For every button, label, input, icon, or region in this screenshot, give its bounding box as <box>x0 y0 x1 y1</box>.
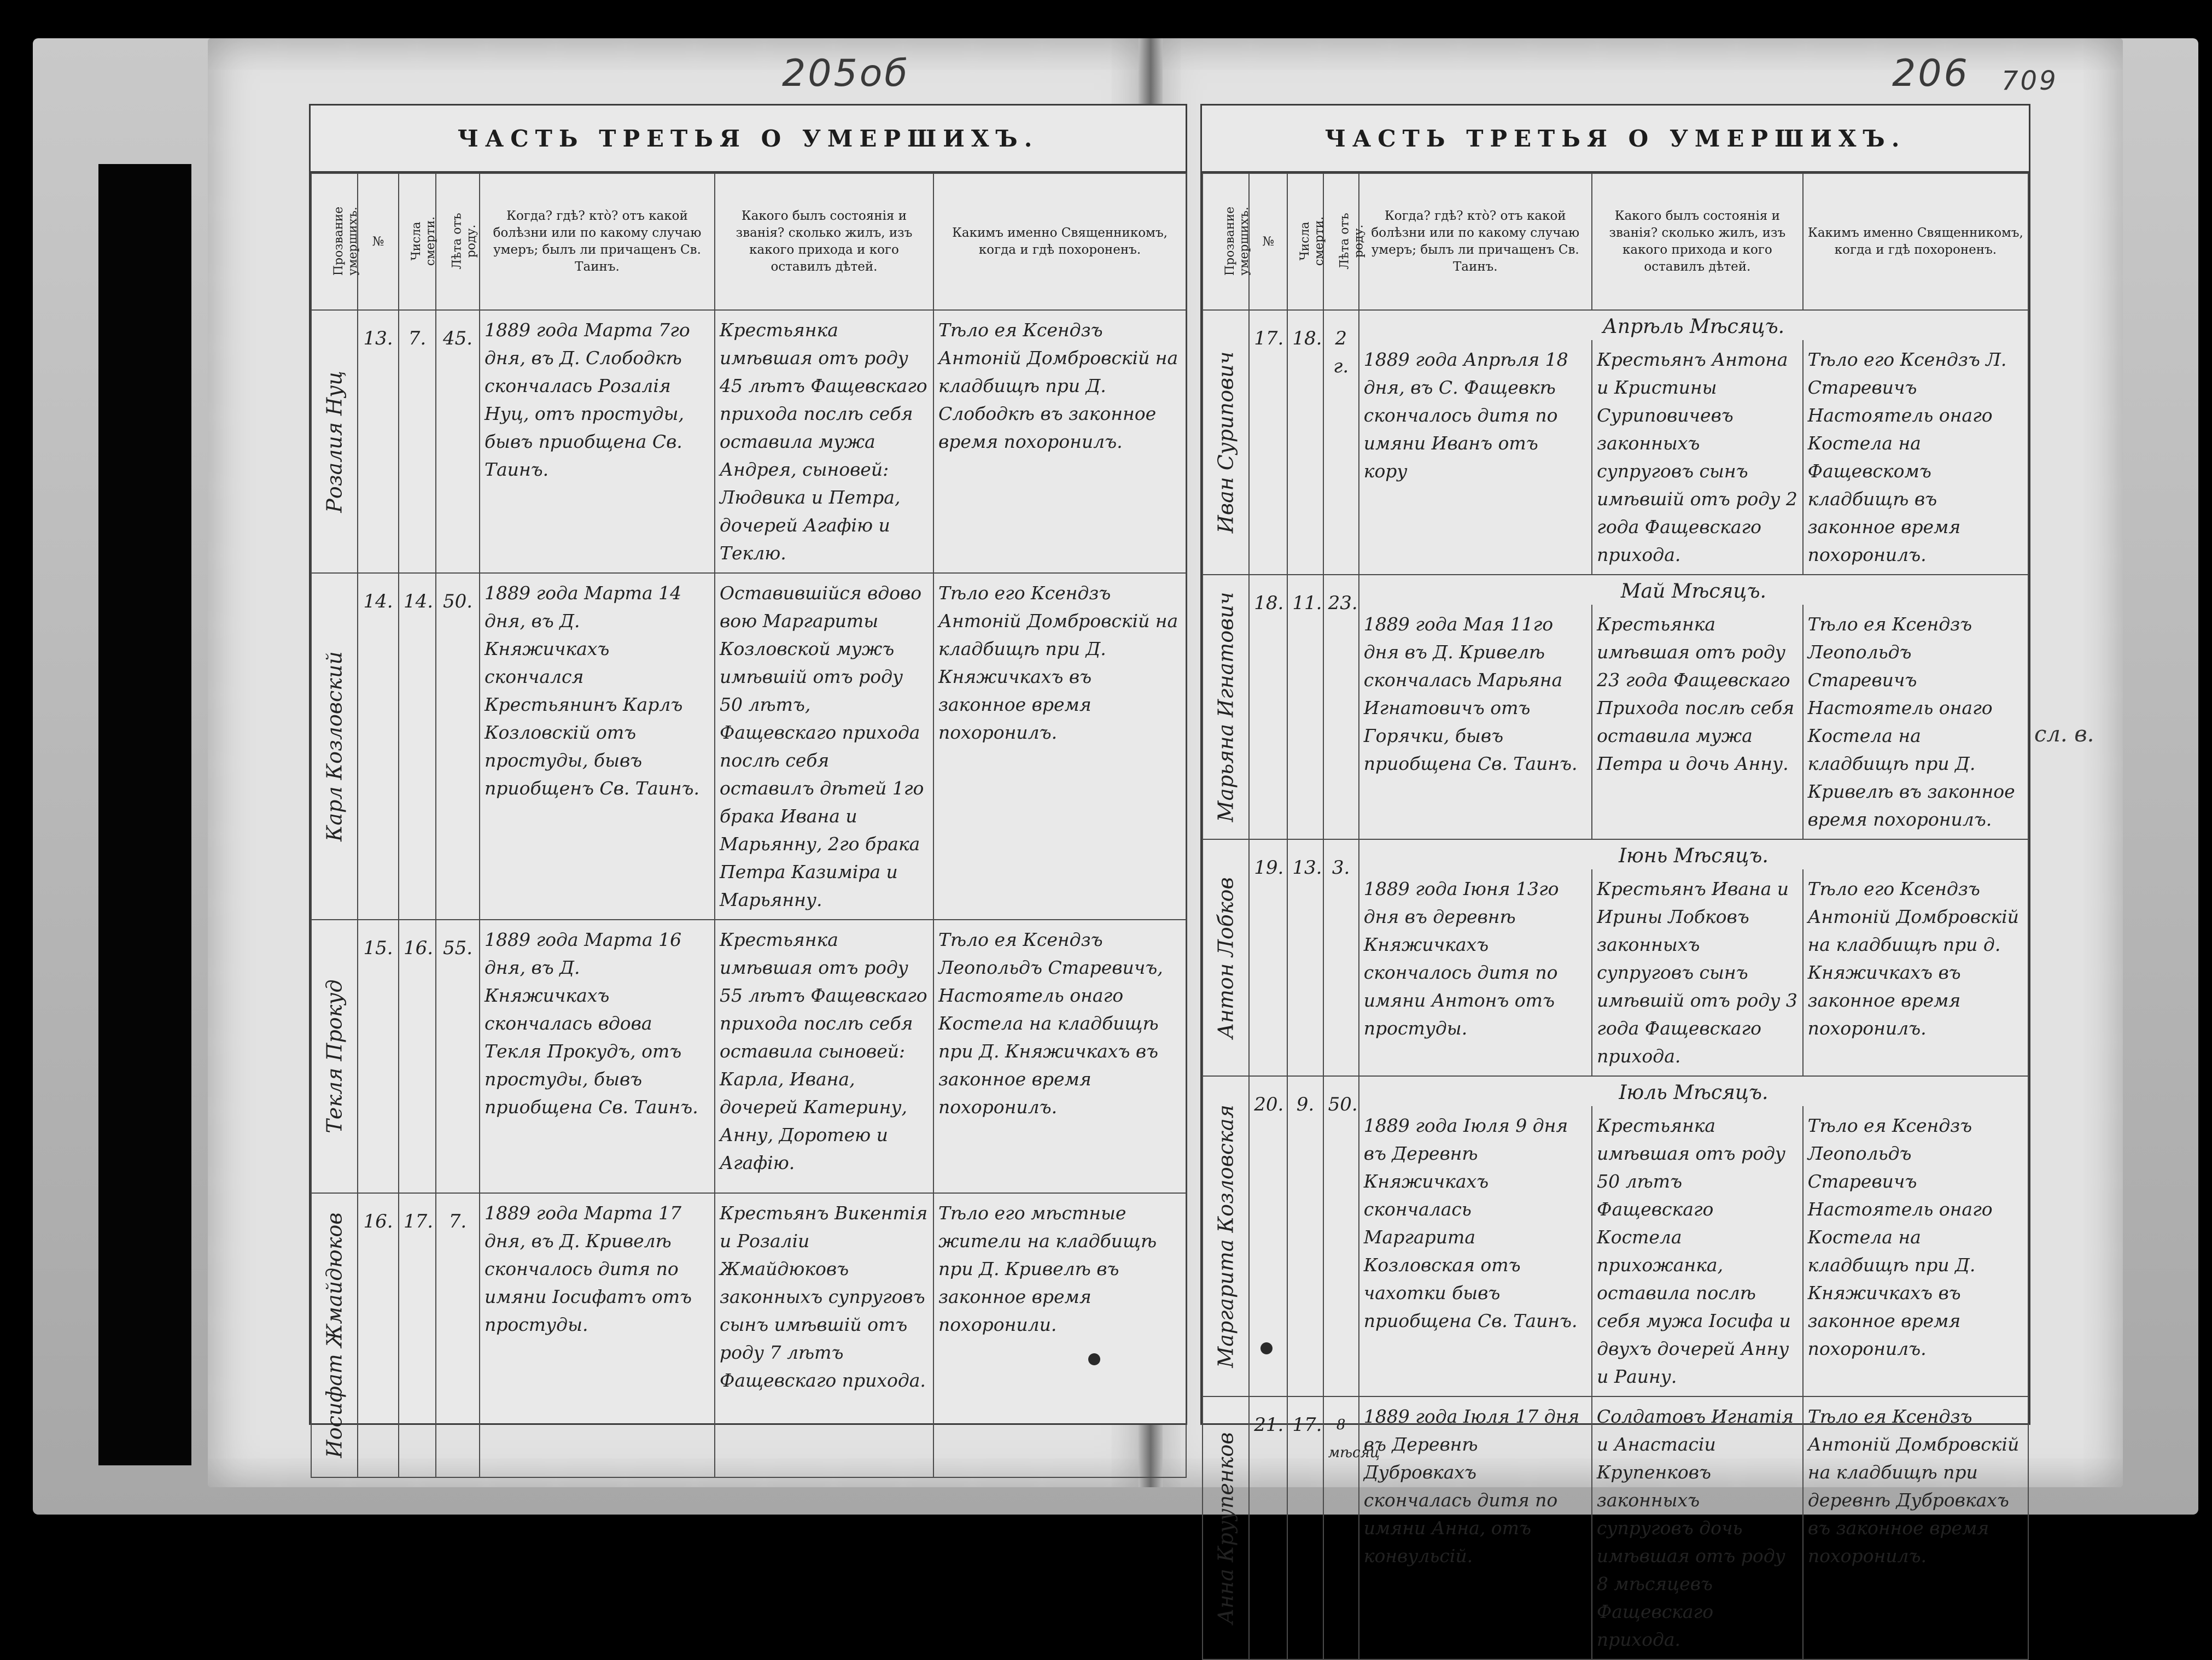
entry-details <box>1359 575 2028 839</box>
entry-priest: Тѣло его Ксендзъ Л. Старевичъ Настоятель онаго Костела на Фащевскомъ кладбищѣ въ законное время похоронилъ. <box>1807 349 2007 565</box>
entry-when: 1889 года Марта 17 дня, въ Д. Кривелѣ скончалось дитя по имяни Іосифатъ отъ простуды. <box>480 1193 715 1477</box>
entry-status: Крестьянка имѣвшая отъ роду 23 года Фащевскаго Прихода послѣ себя оставила мужа Петра и дочь Анну. <box>1592 605 1802 839</box>
entry-status: Солдатовъ Игнатія и Анастасіи Крупенковъ законныхъ супруговъ дочь имѣвшая отъ роду 8 мѣсяцевъ Фащевскаго прихода. <box>1592 1396 1803 1659</box>
entry-priest: Тѣло его Ксендзъ Антоній Домбровскій на кладбищѣ при д. Княжичкахъ въ законное время похоронилъ. <box>1807 878 2019 1039</box>
entry-age: 55. <box>436 920 480 1193</box>
entry-priest: Тѣло ея Ксендзъ Леопольдъ Старевичъ Настоятель онаго Костела на кладбищѣ при Д. Княжичкахъ въ законное время похоронилъ. <box>1807 1115 1993 1359</box>
header-priest: Какимъ именно Священникомъ, когда и гдѣ похороненъ. <box>933 173 1186 310</box>
entry-surname: Карл Козловский <box>311 573 358 920</box>
entry-date: 7. <box>399 310 436 573</box>
entry-age: 23. <box>1323 575 1359 839</box>
entry-date: 9. <box>1287 1076 1323 1396</box>
entry-surname: Текля Прокуд <box>311 920 358 1193</box>
entry-status: Крестьянъ Ивана и Ирины Лобковъ законныхъ супруговъ сынъ имѣвшій отъ роду 3 года Фащевскаго прихода. <box>1592 869 1802 1076</box>
entry-surname: Иосифат Жмайдюков <box>311 1193 358 1477</box>
entry-details <box>1359 310 2028 575</box>
entry-number: 13. <box>358 310 399 573</box>
entry-number: 16. <box>358 1193 399 1477</box>
table-row <box>311 310 1186 573</box>
entry-age: 50. <box>1323 1076 1359 1396</box>
entry-status: Крестьянъ Антона и Кристины Суриповичевъ законныхъ супруговъ сынъ имѣвшій отъ роду 2 года Фащевскаго прихода. <box>1592 340 1802 574</box>
right-register-table <box>1202 173 2029 1660</box>
header-age: Лѣта отъ роду. <box>436 173 480 310</box>
table-row <box>1203 1076 2028 1396</box>
entry-priest: Тѣло ея Ксендзъ Антоній Домбровскій на кладбищѣ при деревнѣ Дубровкахъ въ законное время похоронилъ. <box>1803 1396 2028 1659</box>
entry-number: 20. <box>1249 1076 1287 1396</box>
entry-when: 1889 года Апрѣля 18 дня, въ С. Фащевкѣ скончалось дитя по имяни Иванъ отъ кору <box>1359 340 1592 574</box>
month-heading: Іюнь Мѣсяцъ. <box>1618 845 1769 867</box>
entry-when: 1889 года Іюля 9 дня въ Деревнѣ Княжичкахъ скончалась Маргарита Козловская отъ чахотки бывъ приобщена Св. Таинъ. <box>1359 1106 1592 1396</box>
entry-date: 16. <box>399 920 436 1193</box>
entry-number: 19. <box>1249 839 1287 1076</box>
entry-priest: Тѣло ея Ксендзъ Антоній Домбровскій на кладбищѣ при Д. Слободкѣ въ законное время похоронилъ. <box>933 310 1186 573</box>
header-when: Когда? гдѣ? ктò? отъ какой болѣзни или по какому случаю умеръ; былъ ли причащенъ Св. Таинъ. <box>1359 173 1592 310</box>
table-row <box>1203 310 2028 575</box>
entry-age: 8 мѣсяц <box>1323 1396 1359 1659</box>
entry-surname: Иван Сурипович <box>1203 310 1249 575</box>
header-priest: Какимъ именно Священникомъ, когда и гдѣ похороненъ. <box>1803 173 2028 310</box>
table-row <box>311 920 1186 1193</box>
table-row <box>1203 839 2028 1076</box>
entry-status: Оставившійся вдово вою Маргариты Козловской мужъ имѣвшій отъ роду 50 лѣтъ, Фащевскаго прихода послѣ себя оставилъ дѣтей 1го брака Ивана и Марьянну, 2го брака Петра Казиміра и Марьянну. <box>715 573 933 920</box>
entry-when: 1889 года Мая 11го дня въ Д. Кривелѣ скончалась Марьяна Игнатовичъ отъ Горячки, бывъ приобщена Св. Таинъ. <box>1359 605 1592 839</box>
entry-priest: Тѣло ея Ксендзъ Леопольдъ Старевичъ Настоятель онаго Костела на кладбищѣ при Д. Кривелѣ въ законное время похоронилъ. <box>1807 613 2015 830</box>
entry-when: 1889 года Марта 16 дня, въ Д. Княжичкахъ скончалась вдова Текля Прокудъ, отъ простуды, бывъ приобщена Св. Таинъ. <box>480 920 715 1193</box>
entry-when: 1889 года Іюня 13го дня въ деревнѣ Княжичкахъ скончалось дитя по имяни Антонъ отъ простуды. <box>1359 869 1592 1076</box>
entry-date: 13. <box>1287 839 1323 1076</box>
ink-blot <box>1088 1353 1100 1365</box>
entry-status: Крестьянъ Викентія и Розаліи Жмайдюковъ законныхъ супруговъ сынъ имѣвшій отъ роду 7 лѣтъ Фащевскаго прихода. <box>715 1193 933 1477</box>
entry-age: 3. <box>1323 839 1359 1076</box>
month-heading: Іюль Мѣсяцъ. <box>1619 1082 1769 1104</box>
entry-priest: Тѣло его мѣстные жители на кладбищѣ при Д. Кривелѣ въ законное время похоронили. <box>933 1193 1186 1477</box>
right-register-sheet <box>1200 104 2030 1650</box>
margin-note: сл. в. <box>2034 722 2094 747</box>
left-register-sheet <box>309 104 1187 1458</box>
entry-date: 11. <box>1287 575 1323 839</box>
entry-surname: Марьяна Игнатович <box>1203 575 1249 839</box>
entry-age: 45. <box>436 310 480 573</box>
entry-when: 1889 года Іюля 17 дня въ Деревнѣ Дубровкахъ скончалась дитя по имяни Анна, отъ конвульсій. <box>1359 1396 1592 1659</box>
entry-number: 18. <box>1249 575 1287 839</box>
entry-number: 14. <box>358 573 399 920</box>
month-heading: Май Мѣсяцъ. <box>1620 580 1766 603</box>
entry-surname: Розалия Нуц <box>311 310 358 573</box>
entry-when: 1889 года Марта 7го дня, въ Д. Слободкѣ скончалась Розалія Нуц, отъ простуды, бывъ приобщена Св. Таинъ. <box>480 310 715 573</box>
ink-blot <box>1260 1342 1273 1354</box>
header-date: Числа смерти. <box>1287 173 1323 310</box>
header-number: № <box>358 173 399 310</box>
header-status: Какого былъ состоянія и званія? сколько жилъ, изъ какого прихода и кого оставилъ дѣтей. <box>1592 173 1803 310</box>
right-page-title: ЧАСТЬ ТРЕТЬЯ О УМЕРШИХЪ. <box>1202 106 2029 173</box>
table-row <box>1203 1396 2028 1659</box>
right-header-row <box>1203 173 2028 310</box>
entry-number: 21. <box>1249 1396 1287 1659</box>
corner-page-number: 709 <box>2001 66 2058 96</box>
entry-date: 17. <box>399 1193 436 1477</box>
left-register-table <box>311 173 1187 1478</box>
entry-date: 18. <box>1287 310 1323 575</box>
entry-when: 1889 года Марта 14 дня, въ Д. Княжичкахъ скончался Крестьянинъ Карлъ Козловскій отъ простуды, бывъ приобщенъ Св. Таинъ. <box>480 573 715 920</box>
header-when: Когда? гдѣ? ктò? отъ какой болѣзни или по какому случаю умеръ; былъ ли причащенъ Св. Таинъ. <box>480 173 715 310</box>
entry-status: Крестьянка имѣвшая отъ роду 55 лѣтъ Фащевскаго прихода послѣ себя оставила сыновей: Карла, Ивана, дочерей Катерину, Анну, Доротею и Агафію. <box>715 920 933 1193</box>
entry-age: 50. <box>436 573 480 920</box>
entry-age: 2 г. <box>1323 310 1359 575</box>
left-header-row <box>311 173 1186 310</box>
entry-surname: Антон Лобков <box>1203 839 1249 1076</box>
right-page-number: 206 <box>1892 52 1970 95</box>
entry-priest: Тѣло ея Ксендзъ Леопольдъ Старевичъ, Настоятель онаго Костела на кладбищѣ при Д. Княжичкахъ въ законное время похоронилъ. <box>933 920 1186 1193</box>
month-heading: Апрѣль Мѣсяцъ. <box>1602 315 1785 338</box>
entry-age: 7. <box>436 1193 480 1477</box>
entry-priest: Тѣло его Ксендзъ Антоній Домбровскій на кладбищѣ при Д. Княжичкахъ въ законное время похоронилъ. <box>933 573 1186 920</box>
header-status: Какого былъ состоянія и званія? сколько жилъ, изъ какого прихода и кого оставилъ дѣтей. <box>715 173 933 310</box>
table-row <box>1203 575 2028 839</box>
entry-date: 14. <box>399 573 436 920</box>
header-date: Числа смерти. <box>399 173 436 310</box>
left-page-number: 205об <box>782 52 910 95</box>
entry-number: 17. <box>1249 310 1287 575</box>
entry-surname: Маргарита Козловская <box>1203 1076 1249 1396</box>
header-surname: Прозвание умершихъ. <box>311 173 358 310</box>
entry-status: Крестьянка имѣвшая отъ роду 45 лѣтъ Фащевскаго прихода послѣ себя оставила мужа Андрея, сыновей: Людвика и Петра, дочерей Агафію и Теклю. <box>715 310 933 573</box>
book-spine-shadow <box>98 164 191 1465</box>
header-number: № <box>1249 173 1287 310</box>
header-age: Лѣта отъ роду. <box>1323 173 1359 310</box>
entry-details <box>1359 1076 2028 1396</box>
entry-status: Крестьянка имѣвшая отъ роду 50 лѣтъ Фащевскаго Костела прихожанка, оставила послѣ себя мужа Іосифа и двухъ дочерей Анну и Раину. <box>1592 1106 1802 1396</box>
entry-surname: Анна Круупенков <box>1203 1396 1249 1659</box>
left-page-title: ЧАСТЬ ТРЕТЬЯ О УМЕРШИХЪ. <box>311 106 1186 173</box>
entry-details <box>1359 839 2028 1076</box>
header-surname: Прозвание умершихъ. <box>1203 173 1249 310</box>
entry-number: 15. <box>358 920 399 1193</box>
entry-date: 17. <box>1287 1396 1323 1659</box>
table-row <box>311 1193 1186 1477</box>
table-row <box>311 573 1186 920</box>
